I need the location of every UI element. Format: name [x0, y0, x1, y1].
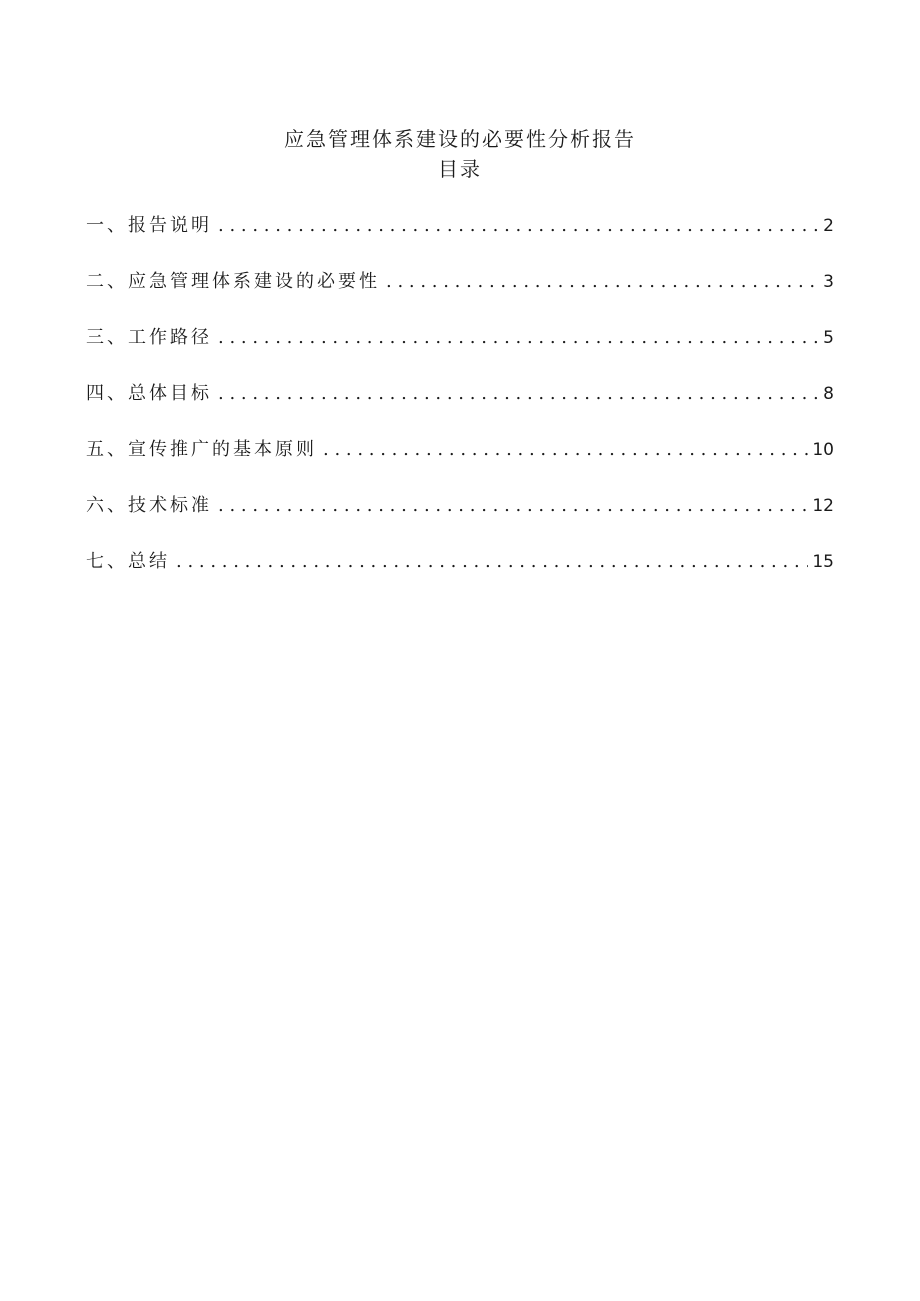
toc-entry-page: 15	[812, 552, 834, 572]
toc-entry-page: 5	[823, 328, 834, 348]
toc-entry[interactable]	[86, 212, 834, 268]
toc-dot-leader	[176, 548, 808, 576]
table-of-contents	[86, 212, 834, 604]
toc-entry-label: 三、工作路径	[86, 327, 212, 348]
toc-entry[interactable]	[86, 324, 834, 380]
toc-dot-leader	[386, 268, 819, 296]
toc-entry-label: 七、总结	[86, 551, 170, 572]
toc-dot-leader	[218, 212, 819, 240]
toc-heading: 目录	[438, 157, 482, 181]
toc-dot-leader	[218, 324, 819, 352]
toc-entry[interactable]	[86, 548, 834, 604]
toc-entry-page: 8	[823, 384, 834, 404]
toc-entry[interactable]	[86, 436, 834, 492]
toc-dot-leader	[218, 492, 808, 520]
toc-dot-leader	[218, 380, 819, 408]
toc-entry-page: 3	[823, 272, 834, 292]
toc-entry-label: 一、报告说明	[86, 215, 212, 236]
toc-entry-label: 二、应急管理体系建设的必要性	[86, 271, 380, 292]
toc-entry-page: 10	[812, 440, 834, 460]
toc-entry[interactable]	[86, 268, 834, 324]
toc-entry-label: 四、总体目标	[86, 383, 212, 404]
toc-entry[interactable]	[86, 380, 834, 436]
toc-entry-label: 五、宣传推广的基本原则	[86, 439, 317, 460]
toc-entry-page: 12	[812, 496, 834, 516]
toc-dot-leader	[323, 436, 808, 464]
document-title: 应急管理体系建设的必要性分析报告	[284, 127, 636, 151]
toc-entry-page: 2	[823, 216, 834, 236]
toc-entry-label: 六、技术标准	[86, 495, 212, 516]
toc-entry[interactable]	[86, 492, 834, 548]
